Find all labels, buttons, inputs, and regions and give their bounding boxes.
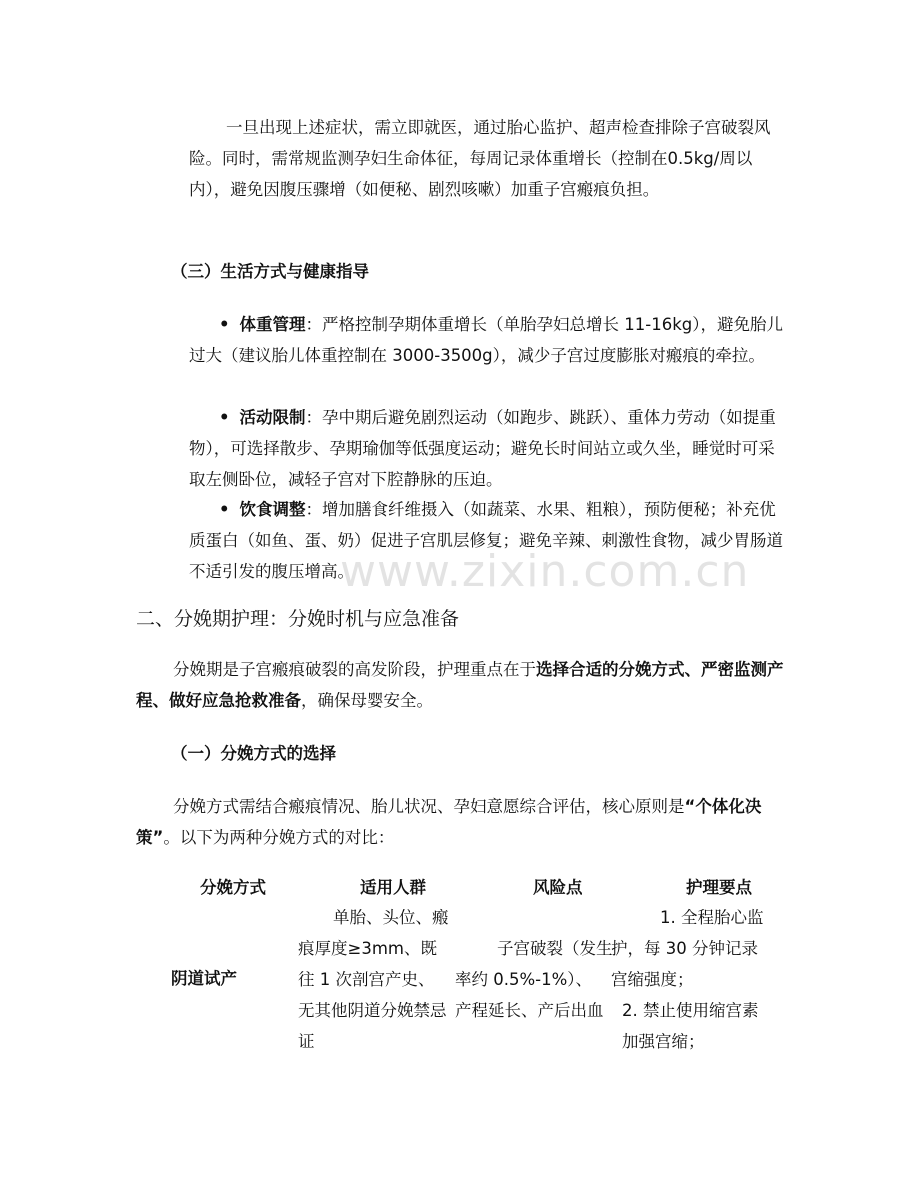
intro-paragraph: 一旦出现上述症状，需立即就医，通过胎心监护、超声检查排除子宫破裂风险。同时，需常规监测孕妇生命体征，每周记录体重增长（控制在0.5kg/周以内），避免因腹压骤增（如便秘、剧烈咳嗽）加重子宫瘢痕负担。 (189, 118, 771, 199)
table-cell-line: 子宫破裂（发生 (497, 939, 613, 958)
bullet-weight-text: ：严格控制孕期体重增长（单胎孕妇总增长 11-16kg），避免胎儿过大（建议胎儿体重控制在 3000-3500g），减少子宫过度膨胀对瘢痕的牵拉。 (189, 315, 784, 365)
bullet-diet-title: 饮食调整 (239, 500, 306, 519)
table-cell-line: 1. 全程胎心监 (660, 908, 764, 927)
bullet-weight-title: 体重管理 (239, 315, 306, 334)
table-cell-line: 宫缩强度； (611, 970, 694, 989)
subsection1-tail: 。以下为两种分娩方式的对比： (163, 828, 395, 847)
table-cell-line: 往 1 次剖宫产史、 (298, 970, 435, 989)
bullet-dot-icon: • (219, 500, 230, 519)
bullet-activity (189, 402, 787, 495)
table-header-population: 适用人群 (360, 878, 426, 897)
bullet-weight (189, 309, 787, 371)
section2-heading: 二、分娩期护理：分娩时机与应急准备 (136, 608, 460, 630)
table-header-method: 分娩方式 (200, 878, 266, 897)
table-cell-line: 证 (298, 1032, 315, 1051)
table-header-risk: 风险点 (533, 878, 583, 897)
section2-intro-tail: ，确保母婴安全。 (301, 691, 433, 710)
table-cell-line: 单胎、头位、瘢 (333, 908, 449, 927)
table-cell-line: 护，每 30 分钟记录 (611, 939, 758, 958)
subsection1-text: 分娩方式需结合瘢痕情况、胎儿状况、孕妇意愿综合评估，核心原则是 (173, 797, 685, 816)
subsection1-heading: （一）分娩方式的选择 (171, 744, 336, 763)
bullet-dot-icon: • (219, 408, 230, 427)
table-cell-line: 率约 0.5%-1%）、 (455, 970, 593, 989)
table-header-care: 护理要点 (686, 878, 752, 897)
subsection1-bold: “个体化决策” (136, 797, 762, 847)
watermark: www.zixin.com.cn (340, 546, 750, 597)
table-cell-line: 加强宫缩； (622, 1032, 705, 1051)
table-cell-method: 阴道试产 (171, 969, 237, 988)
subsection1-paragraph (136, 791, 786, 853)
table-cell-line: 痕厚度≥3mm、既 (298, 939, 437, 958)
section2-intro-text: 分娩期是子宫瘢痕破裂的高发阶段，护理重点在于 (173, 660, 536, 679)
table-cell-line: 产程延长、产后出血 (455, 1001, 604, 1020)
bullet-activity-text: ：孕中期后避免剧烈运动（如跑步、跳跃）、重体力劳动（如提重物），可选择散步、孕期瑜伽等低强度运动；避免长时间站立或久坐，睡觉时可采取左侧卧位，减轻子宫对下腔静脉的压迫。 (189, 408, 776, 489)
table-cell-line: 无其他阴道分娩禁忌 (298, 1001, 447, 1020)
bullet-dot-icon: • (219, 315, 230, 334)
bullet-diet (189, 494, 787, 587)
section3-heading: （三）生活方式与健康指导 (171, 262, 369, 281)
section2-intro-bold: 选择合适的分娩方式、严密监测产程、做好应急抢救准备 (136, 660, 784, 710)
table-cell-line: 2. 禁止使用缩宫素 (622, 1001, 759, 1020)
bullet-activity-title: 活动限制 (239, 408, 306, 427)
bullet-diet-text: ：增加膳食纤维摄入（如蔬菜、水果、粗粮），预防便秘；补充优质蛋白（如鱼、蛋、奶）促进子宫肌层修复；避免辛辣、刺激性食物，减少胃肠道不适引发的腹压增高。 (189, 500, 783, 581)
section2-intro (136, 654, 786, 716)
